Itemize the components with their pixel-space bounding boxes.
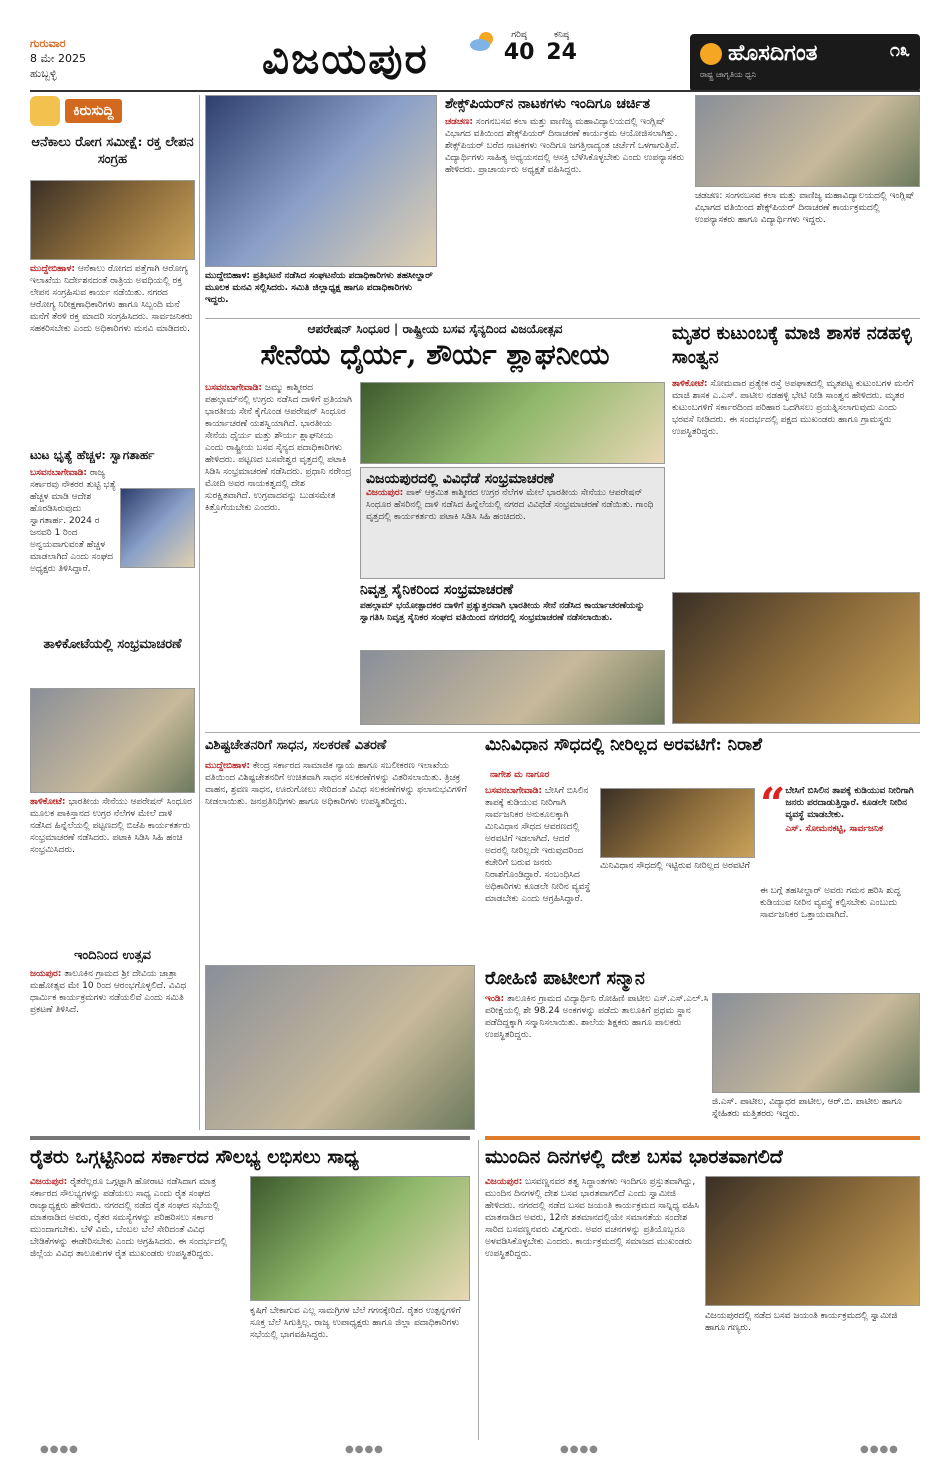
story2-byline: ಚಡಚಣ: xyxy=(445,117,474,127)
edition-title: ವಿಜಯಪುರ xyxy=(262,34,429,83)
masthead-day: ಗುರುವಾರ xyxy=(30,37,66,50)
kiru2-text: ರಾಜ್ಯ ಸರ್ಕಾರವು ನೌಕರರ ತುಟ್ಟಿ ಭತ್ಯೆ ಹೆಚ್ಚಳ ಮಾಡಿ ಆದೇಶ ಹೊರಡಿಸಿರುವುದು ಸ್ವಾಗತಾರ್ಹ. 2024 ರ ಜನವರಿ 1 ರಿಂದ ಅನ್ವಯವಾಗುವಂತೆ ಹೆಚ್ಚಳ ಮಾಡಲಾಗಿದೆ ಎಂದು ಸಂಘದ ಅಧ್ಯಕ್ಷರು ತಿಳಿಸಿದ್ದಾರೆ. xyxy=(30,468,116,574)
midright-tail: ಈ ಬಗ್ಗೆ ತಹಸೀಲ್ದಾರ್ ಅವರು ಗಮನ ಹರಿಸಿ ಶುದ್ಧ ಕುಡಿಯುವ ನೀರಿನ ವ್ಯವಸ್ಥೆ ಕಲ್ಪಿಸಬೇಕು ಎಂಬುದು ಸಾರ್ವಜನಿಕರ ಒತ್ತಾಯವಾಗಿದೆ. xyxy=(760,886,901,920)
midright-caption: ಮಿನಿವಿಧಾನ ಸೌಧದಲ್ಲಿ ಇಟ್ಟಿರುವ ನೀರಿಲ್ಲದ ಅರವಟಿಗೆ xyxy=(600,861,750,871)
bottom-rule-right xyxy=(485,1136,920,1140)
midright-quote: ಬೇಸಿಗೆ ಬಿಸಿಲಿನ ತಾಪಕ್ಕೆ ಕುಡಿಯುವ ನೀರಿಗಾಗಿ ಜನರು ಪರದಾಡುತ್ತಿದ್ದಾರೆ. ಕೂಡಲೇ ನೀರಿನ ವ್ಯವಸ್ಥೆ ಮಾಡಬೇಕು. xyxy=(785,786,914,820)
right-story-photo xyxy=(672,592,920,724)
bottomleft-byline: ವಿಜಯಪುರ: xyxy=(30,1177,68,1187)
story1-caption: ಮುದ್ದೇಬಿಹಾಳ: ಪ್ರತಿಭಟನೆ ನಡೆಸಿದ ಸಂಘಟನೆಯ ಪದಾಧಿಕಾರಿಗಳು ತಹಸೀಲ್ದಾರ್ ಮೂಲಕ ಮನವಿ ಸಲ್ಲಿಸಿದರು. ಸಮಿತಿ ಜಿಲ್ಲಾಧ್ಯಕ್ಷ ಹಾಗೂ ಪದಾಧಿಕಾರಿಗಳು ಇದ್ದರು. xyxy=(205,271,433,305)
kiru4-byline: ಜಯಪುರ: xyxy=(30,969,62,979)
midright-quote-by: ಎಸ್. ಸೋಮನಕಟ್ಟಿ, ಸಾರ್ವಜನಿಕ xyxy=(785,824,883,834)
kiru4-body xyxy=(30,968,195,1118)
bottomright-text: ಬಸವಣ್ಣನವರ ತತ್ವ ಸಿದ್ಧಾಂತಗಳು ಇಂದಿಗೂ ಪ್ರಸ್ತುತವಾಗಿದ್ದು, ಮುಂದಿನ ದಿನಗಳಲ್ಲಿ ದೇಶ ಬಸವ ಭಾರತವಾಗಲಿದೆ ಎಂದು ಸ್ವಾಮೀಜಿ ಹೇಳಿದರು. ನಗರದಲ್ಲಿ ನಡೆದ ಬಸವ ಜಯಂತಿ ಕಾರ್ಯಕ್ರಮದ ಸಾನ್ನಿಧ್ಯ ವಹಿಸಿ ಮಾತನಾಡಿದ ಅವರು, 12ನೇ ಶತಮಾನದಲ್ಲಿಯೇ ಸಮಾನತೆಯ ಸಂದೇಶ ಸಾರಿದ ಬಸವಣ್ಣನವರು ವಿಶ್ವಗುರು. ಅವರ ವಚನಗಳನ್ನು ಪ್ರತಿಯೊಬ್ಬರೂ ಅಳವಡಿಸಿಕೊಳ್ಳಬೇಕು ಎಂದರು. ಕಾರ್ಯಕ್ರಮದಲ್ಲಿ ಸಮಾಜದ ಮುಖಂಡರು ಉಪಸ್ಥಿತರಿದ್ದರು. xyxy=(485,1177,699,1259)
quote-mark-icon: “ xyxy=(760,779,786,830)
bottomleft-photo xyxy=(250,1176,470,1301)
midright-body xyxy=(485,785,595,960)
brand-name: ಹೊಸದಿಗಂತ xyxy=(728,40,818,66)
kiru3-body xyxy=(30,796,195,936)
story2-text: ಸಂಗನಬಸವ ಕಲಾ ಮತ್ತು ವಾಣಿಜ್ಯ ಮಹಾವಿದ್ಯಾಲಯದಲ್ಲಿ ಇಂಗ್ಲಿಷ್ ವಿಭಾಗದ ವತಿಯಿಂದ ಶೇಕ್ಸ್‌ಪಿಯರ್ ದಿನಾಚರಣೆ ಕಾರ್ಯಕ್ರಮ ಆಯೋಜಿಸಲಾಗಿತ್ತು. ಶೇಕ್ಸ್‌ಪಿಯರ್ ಬರೆದ ನಾಟಕಗಳು ಇಂದಿಗೂ ಜಗತ್ತಿನಾದ್ಯಂತ ಚರ್ಚೆಗೆ ಒಳಗಾಗುತ್ತಿವೆ. ವಿದ್ಯಾರ್ಥಿಗಳು ಸಾಹಿತ್ಯ ಅಧ್ಯಯನದಲ್ಲಿ ಆಸಕ್ತಿ ಬೆಳೆಸಿಕೊಳ್ಳಬೇಕು ಎಂದು ಉಪನ್ಯಾಸಕರು ಹೇಳಿದರು. ಪ್ರಾಚಾರ್ಯರು ಅಧ್ಯಕ್ಷತೆ ವಹಿಸಿದ್ದರು. xyxy=(445,117,684,175)
bottomleft-body xyxy=(30,1176,245,1438)
kiru2-byline: ಬಸವನಬಾಗೇವಾಡಿ: xyxy=(30,468,88,478)
right-story-title: ಮೃತರ ಕುಟುಂಬಕ್ಕೆ ಮಾಜಿ ಶಾಸಕ ನಡಹಳ್ಳಿ ಸಾಂತ್ವನ xyxy=(672,323,912,368)
midright-author: ನಾಗೇಶ ಮ ನಾಗೂರ xyxy=(490,770,550,780)
right-story-byline: ತಾಳಿಕೋಟೆ: xyxy=(672,379,708,389)
kiru1-body xyxy=(30,263,195,438)
kiru2-body xyxy=(30,467,118,632)
lead-sub-photo xyxy=(360,650,665,725)
brand-logo xyxy=(690,34,920,92)
weather-block xyxy=(468,30,588,80)
lead-title: ಸೇನೆಯ ಧೈರ್ಯ, ಶೌರ್ಯ ಶ್ಲಾಘನೀಯ xyxy=(260,338,610,371)
kiru3-title: ತಾಳಿಕೋಟೆಯಲ್ಲಿ ಸಂಭ್ರಮಾಚರಣೆ xyxy=(43,637,182,652)
lead-photo xyxy=(360,382,665,464)
kiru1-byline: ಮುದ್ದೇಬಿಹಾಳ: xyxy=(30,264,75,274)
midright-byline: ಬಸವನಬಾಗೇವಾಡಿ: xyxy=(485,786,543,796)
story2-body xyxy=(445,116,685,316)
bottomright-body xyxy=(485,1176,700,1438)
page-number: ೧೩ xyxy=(889,40,910,61)
midleft-text: ಕೇಂದ್ರ ಸರ್ಕಾರದ ಸಾಮಾಜಿಕ ನ್ಯಾಯ ಹಾಗೂ ಸಬಲೀಕರಣ ಇಲಾಖೆಯ ವತಿಯಿಂದ ವಿಶಿಷ್ಟಚೇತನರಿಗೆ ಉಚಿತವಾಗಿ ಸಾಧನ ಸಲಕರಣೆಗಳನ್ನು ವಿತರಿಸಲಾಯಿತು. ತ್ರಿಚಕ್ರ ವಾಹನ, ಶ್ರವಣ ಸಾಧನ, ಊರುಗೋಲು ಸೇರಿದಂತೆ ವಿವಿಧ ಸಲಕರಣೆಗಳನ್ನು ಫಲಾನುಭವಿಗಳಿಗೆ ನೀಡಲಾಯಿತು. ಜನಪ್ರತಿನಿಧಿಗಳು ಹಾಗೂ ಅಧಿಕಾರಿಗಳು ಉಪಸ್ಥಿತರಿದ್ದರು. xyxy=(205,761,467,807)
masthead-date: 8 ಮೇ 2025 xyxy=(30,52,87,65)
kiru4-text: ತಾಲೂಕಿನ ಗ್ರಾಮದ ಶ್ರೀ ದೇವಿಯ ಜಾತ್ರಾ ಮಹೋತ್ಸವ ಮೇ 10 ರಿಂದ ಆರಂಭಗೊಳ್ಳಲಿದೆ. ವಿವಿಧ ಧಾರ್ಮಿಕ ಕಾರ್ಯಕ್ರಮಗಳು ನಡೆಯಲಿವೆ ಎಂದು ಸಮಿತಿ ಪ್ರಕಟಣೆ ತಿಳಿಸಿದೆ. xyxy=(30,969,187,1015)
midleft-byline: ಮುದ್ದೇಬಿಹಾಳ: xyxy=(205,761,250,771)
weather-min-label: ಕನಿಷ್ಠ xyxy=(554,30,570,40)
midleft-body xyxy=(205,760,475,960)
lead-sub-title: ನಿವೃತ್ತ ಸೈನಿಕರಿಂದ ಸಂಭ್ರಮಾಚರಣೆ xyxy=(360,582,514,598)
midright-quote-box xyxy=(760,779,920,880)
kiru1-text: ಆನೆಕಾಲು ರೋಗದ ಪತ್ತೆಗಾಗಿ ಆರೋಗ್ಯ ಇಲಾಖೆಯ ನಿರ್ದೇಶನದಂತೆ ರಾತ್ರಿಯ ಅವಧಿಯಲ್ಲಿ ರಕ್ತ ಲೇಪನ ಸಂಗ್ರಹಿಸುವ ಕಾರ್ಯ ನಡೆಯಿತು. ನಗರದ ಆರೋಗ್ಯ ನಿರೀಕ್ಷಣಾಧಿಕಾರಿಗಳು ಹಾಗೂ ಸಿಬ್ಬಂದಿ ಮನೆ ಮನೆಗೆ ತೆರಳಿ ರಕ್ತ ಮಾದರಿ ಸಂಗ್ರಹಿಸಿದರು. ಸಾರ್ವಜನಿಕರು ಸಹಕರಿಸಬೇಕು ಎಂದು ಅಧಿಕಾರಿಗಳು ಮನವಿ ಮಾಡಿದರು. xyxy=(30,264,193,334)
bottomright-title: ಮುಂದಿನ ದಿನಗಳಲ್ಲಿ ದೇಶ ಬಸವ ಭಾರತವಾಗಲಿದೆ xyxy=(485,1146,783,1168)
weather-min: 24 xyxy=(546,40,577,65)
story2-title: ಶೇಕ್ಸ್‌ಪಿಯರ್‌ನ ನಾಟಕಗಳು ಇಂದಿಗೂ ಚರ್ಚಿತ xyxy=(445,96,651,112)
bottomright-caption: ವಿಜಯಪುರದಲ್ಲಿ ನಡೆದ ಬಸವ ಜಯಂತಿ ಕಾರ್ಯಕ್ರಮದಲ್ಲಿ ಸ್ವಾಮೀಜಿ ಹಾಗೂ ಗಣ್ಯರು. xyxy=(705,1311,898,1333)
col-sep-1 xyxy=(199,95,200,1130)
registration-marks-mid2: ●●●● xyxy=(560,1444,599,1455)
row-sep-2 xyxy=(205,732,920,733)
bottomleft-body2: ಕೃಷಿಗೆ ಬೇಕಾಗುವ ಎಲ್ಲ ಸಾಮಗ್ರಿಗಳ ಬೆಲೆ ಗಗನಕ್ಕೇರಿದೆ. ರೈತರ ಉತ್ಪನ್ನಗಳಿಗೆ ಸೂಕ್ತ ಬೆಲೆ ಸಿಗುತ್ತಿಲ್ಲ. ರಾಜ್ಯ ಉಪಾಧ್ಯಕ್ಷರು ಹಾಗೂ ಜಿಲ್ಲಾ ಪದಾಧಿಕಾರಿಗಳು ಸಭೆಯಲ್ಲಿ ಭಾಗವಹಿಸಿದ್ದರು. xyxy=(250,1306,461,1340)
masthead-date-block xyxy=(30,36,86,81)
kiru3-text: ಭಾರತೀಯ ಸೇನೆಯು ಆಪರೇಷನ್ ಸಿಂಧೂರ ಮೂಲಕ ಪಾಕಿಸ್ತಾನದ ಉಗ್ರರ ನೆಲೆಗಳ ಮೇಲೆ ದಾಳಿ ನಡೆಸಿದ ಹಿನ್ನೆಲೆಯಲ್ಲಿ ಪಟ್ಟಣದಲ್ಲಿ ಬಿಜೆಪಿ ಕಾರ್ಯಕರ್ತರು ಸಂಭ್ರಮಾಚರಣೆ ನಡೆಸಿದರು. ಪಟಾಕಿ ಸಿಡಿಸಿ ಸಿಹಿ ಹಂಚಿ ಸಂಭ್ರಮಿಸಿದರು. xyxy=(30,797,192,855)
midleft-photo xyxy=(205,965,475,1130)
weather-sun-cloud-icon xyxy=(468,30,498,52)
lead-box-text: ಪಾಕ್ ಆಕ್ರಮಿತ ಕಾಶ್ಮೀರದ ಉಗ್ರರ ನೆಲೆಗಳ ಮೇಲೆ ಭಾರತೀಯ ಸೇನೆಯು ಆಪರೇಷನ್ ಸಿಂಧೂರ ಹೆಸರಿನಲ್ಲಿ ದಾಳಿ ನಡೆಸಿದ ಹಿನ್ನೆಲೆಯಲ್ಲಿ ನಗರದ ವಿವಿಧೆಡೆ ಸಂಭ್ರಮಾಚರಣೆ ನಡೆಯಿತು. ಗಾಂಧಿ ವೃತ್ತದಲ್ಲಿ ಕಾರ್ಯಕರ್ತರು ಪಟಾಕಿ ಸಿಡಿಸಿ ಸಿಹಿ ಹಂಚಿದರು. xyxy=(366,488,654,522)
kiru2-title: ಟುಟ ಭೃತ್ಯೆ ಹೆಚ್ಚಳ: ಸ್ವಾಗತಾರ್ಹ xyxy=(30,448,155,462)
lead-kicker: ಆಪರೇಷನ್ ಸಿಂಧೂರ | ರಾಷ್ಟ್ರೀಯ ಬಸವ ಸೈನ್ಯದಿಂದ ವಿಜಯೋತ್ಸವ xyxy=(307,322,563,336)
midleft-title: ವಿಶಿಷ್ಟಚೇತನರಿಗೆ ಸಾಧನ, ಸಲಕರಣೆ ವಿತರಣೆ xyxy=(205,738,387,753)
lead-sidebox xyxy=(360,467,665,579)
lead-body xyxy=(205,382,353,722)
masthead-city: ಹುಬ್ಬಳ್ಳಿ xyxy=(30,67,57,80)
story1-photo xyxy=(205,95,437,267)
rohini-title: ರೋಹಿಣಿ ಪಾಟೀಲಗೆ ಸನ್ಮಾನ xyxy=(485,968,645,989)
col-sep-2 xyxy=(478,1140,479,1440)
lead-byline: ಬಸವನಬಾಗೇವಾಡಿ: xyxy=(205,383,263,393)
midright-text: ಬೇಸಿಗೆ ಬಿಸಿಲಿನ ತಾಪಕ್ಕೆ ಕುಡಿಯುವ ನೀರಿಗಾಗಿ ಸಾರ್ವಜನಿಕರ ಅನುಕೂಲಕ್ಕಾಗಿ ಮಿನಿವಿಧಾನ ಸೌಧದ ಆವರಣದಲ್ಲಿ ಅರವಟಿಗೆ ಇಡಲಾಗಿದೆ. ಆದರೆ ಅದರಲ್ಲಿ ನೀರಿಲ್ಲದೇ ಇರುವುದರಿಂದ ಕಚೇರಿಗೆ ಬರುವ ಜನರು ನಿರಾಶೆಗೊಂಡಿದ್ದಾರೆ. ಸಂಬಂಧಿಸಿದ ಅಧಿಕಾರಿಗಳು ಕೂಡಲೇ ನೀರಿನ ವ್ಯವಸ್ಥೆ ಮಾಡಬೇಕು ಎಂದು ಆಗ್ರಹಿಸಿದ್ದಾರೆ. xyxy=(485,786,591,904)
row-sep-1 xyxy=(205,318,920,319)
header-rule xyxy=(30,90,920,92)
lead-text: ಜಮ್ಮು ಕಾಶ್ಮೀರದ ಪಹಲ್ಗಾಮ್‌ನಲ್ಲಿ ಉಗ್ರರು ನಡೆಸಿದ ದಾಳಿಗೆ ಪ್ರತಿಯಾಗಿ ಭಾರತೀಯ ಸೇನೆ ಕೈಗೊಂಡ ಆಪರೇಷನ್ ಸಿಂಧೂರ ಕಾರ್ಯಾಚರಣೆ ಯಶಸ್ವಿಯಾಗಿದೆ. ಭಾರತೀಯ ಸೇನೆಯ ಧೈರ್ಯ ಮತ್ತು ಶೌರ್ಯ ಶ್ಲಾಘನೀಯ ಎಂದು ರಾಷ್ಟ್ರೀಯ ಬಸವ ಸೈನ್ಯದ ಪದಾಧಿಕಾರಿಗಳು ಹೇಳಿದರು. ಪಟ್ಟಣದ ಬಸವೇಶ್ವರ ವೃತ್ತದಲ್ಲಿ ಪಟಾಕಿ ಸಿಡಿಸಿ ಸಂಭ್ರಮಾಚರಣೆ ನಡೆಸಿದರು. ಪ್ರಧಾನಿ ನರೇಂದ್ರ ಮೋದಿ ಅವರ ನಾಯಕತ್ವದಲ್ಲಿ ದೇಶ ಸುರಕ್ಷಿತವಾಗಿದೆ. ಉಗ್ರವಾದವನ್ನು ಬುಡಸಮೇತ ಕಿತ್ತೊಗೆಯಬೇಕು ಎಂದರು. xyxy=(205,383,352,513)
bottomright-byline: ವಿಜಯಪುರ: xyxy=(485,1177,523,1187)
story2-photo xyxy=(695,95,920,187)
kiru1-photo xyxy=(30,180,195,260)
bottomleft-title: ರೈತರು ಒಗ್ಗಟ್ಟಿನಿಂದ ಸರ್ಕಾರದ ಸೌಲಭ್ಯ ಲಭಿಸಲು ಸಾಧ್ಯ xyxy=(30,1146,359,1168)
rohini-caption: ಜಿ.ಎಸ್. ಪಾಟೀಲ, ವಿದ್ಯಾಧರ ಪಾಟೀಲ, ಆರ್.ಬಿ. ಪಾಟೀಲ ಹಾಗೂ ಸ್ನೇಹಿತರು ಮತ್ತಿತರರು ಇದ್ದರು. xyxy=(712,1097,902,1119)
registration-marks-left: ●●●● xyxy=(40,1444,79,1455)
rohini-body xyxy=(485,993,710,1123)
hand-pointer-icon xyxy=(30,96,60,126)
midright-photo xyxy=(600,788,755,858)
kiru4-title: ಇಂದಿನಿಂದ ಉತ್ಸವ xyxy=(73,948,152,963)
bottomleft-text: ರೈತರೆಲ್ಲರೂ ಒಗ್ಗಟ್ಟಾಗಿ ಹೋರಾಟ ನಡೆಸಿದಾಗ ಮಾತ್ರ ಸರ್ಕಾರದ ಸೌಲಭ್ಯಗಳನ್ನು ಪಡೆಯಲು ಸಾಧ್ಯ ಎಂದು ರೈತ ಸಂಘದ ರಾಜ್ಯಾಧ್ಯಕ್ಷರು ಹೇಳಿದರು. ನಗರದಲ್ಲಿ ನಡೆದ ರೈತ ಸಂಘದ ಸಭೆಯಲ್ಲಿ ಮಾತನಾಡಿದ ಅವರು, ರೈತರ ಸಮಸ್ಯೆಗಳನ್ನು ಪರಿಹರಿಸಲು ಸರ್ಕಾರ ಮುಂದಾಗಬೇಕು. ಬೆಳೆ ವಿಮೆ, ಬೆಂಬಲ ಬೆಲೆ ಸೇರಿದಂತೆ ವಿವಿಧ ಬೇಡಿಕೆಗಳನ್ನು ಈಡೇರಿಸಬೇಕು ಎಂದು ಆಗ್ರಹಿಸಿದರು. ಈ ಸಂದರ್ಭದಲ್ಲಿ ಜಿಲ್ಲೆಯ ವಿವಿಧ ತಾಲೂಕುಗಳ ರೈತ ಮುಖಂಡರು ಉಪಸ್ಥಿತರಿದ್ದರು. xyxy=(30,1177,228,1259)
registration-marks-mid1: ●●●● xyxy=(345,1444,384,1455)
registration-marks-right: ●●●● xyxy=(860,1444,899,1455)
kirusuddi-label: ಕಿರುಸುದ್ದಿ xyxy=(65,99,122,123)
right-story-body xyxy=(672,378,920,588)
kiru3-photo xyxy=(30,688,195,793)
rohini-text: ತಾಲೂಕಿನ ಗ್ರಾಮದ ವಿದ್ಯಾರ್ಥಿನಿ ರೋಹಿಣಿ ಪಾಟೀಲ ಎಸ್.ಎಸ್.ಎಲ್.ಸಿ ಪರೀಕ್ಷೆಯಲ್ಲಿ ಶೇ 98.24 ಅಂಕಗಳನ್ನು ಪಡೆದು ತಾಲೂಕಿಗೆ ಪ್ರಥಮ ಸ್ಥಾನ ಪಡೆದಿದ್ದಕ್ಕಾಗಿ ಸನ್ಮಾನಿಸಲಾಯಿತು. ಶಾಲೆಯ ಶಿಕ್ಷಕರು ಹಾಗೂ ಪಾಲಕರು ಉಪಸ್ಥಿತರಿದ್ದರು. xyxy=(485,994,709,1040)
brand-tagline: ರಾಷ್ಟ್ರ ಜಾಗೃತಿಯ ಧ್ವನಿ xyxy=(700,70,757,79)
bottomright-photo xyxy=(705,1176,920,1306)
lead-box-byline: ವಿಜಯಪುರ: xyxy=(366,488,404,498)
weather-max: 40 xyxy=(503,40,535,65)
kirusuddi-header xyxy=(30,96,190,130)
weather-max-label: ಗರಿಷ್ಠ xyxy=(511,30,528,40)
kiru1-title: ಆನೆಕಾಲು ರೋಗ ಸಮೀಕ್ಷೆ: ರಕ್ತ ಲೇಪನ ಸಂಗ್ರಹ xyxy=(31,135,194,167)
bottom-rule-left xyxy=(30,1136,470,1140)
kiru3-byline: ತಾಳಿಕೋಟೆ: xyxy=(30,797,66,807)
kiru2-photo xyxy=(120,488,195,568)
story2-caption: ಚಡಚಣ: ಸಂಗನಬಸವ ಕಲಾ ಮತ್ತು ವಾಣಿಜ್ಯ ಮಹಾವಿದ್ಯಾಲಯದಲ್ಲಿ ಇಂಗ್ಲಿಷ್ ವಿಭಾಗದ ವತಿಯಿಂದ ಶೇಕ್ಸ್‌ಪಿಯರ್ ದಿನಾಚರಣೆ ಕಾರ್ಯಕ್ರಮದಲ್ಲಿ ಉಪನ್ಯಾಸಕರು ಹಾಗೂ ವಿದ್ಯಾರ್ಥಿಗಳು ಇದ್ದರು. xyxy=(695,191,915,225)
lead-sub-body: ಪಹಲ್ಗಾಮ್ ಭಯೋತ್ಪಾದಕರ ದಾಳಿಗೆ ಪ್ರತ್ಯುತ್ತರವಾಗಿ ಭಾರತೀಯ ಸೇನೆ ನಡೆಸಿದ ಕಾರ್ಯಾಚರಣೆಯನ್ನು ಸ್ವಾಗತಿಸಿ ನಿವೃತ್ತ ಸೈನಿಕರ ಸಂಘದ ವತಿಯಿಂದ ನಗರದಲ್ಲಿ ಸಂಭ್ರಮಾಚರಣೆ ನಡೆಸಲಾಯಿತು. xyxy=(360,601,645,623)
right-story-text: ಸೋಮವಾರ ಪ್ರತ್ಯೇಕ ರಸ್ತೆ ಅಪಘಾತದಲ್ಲಿ ಮೃತಪಟ್ಟ ಕುಟುಂಬಗಳ ಮನೆಗೆ ಮಾಜಿ ಶಾಸಕ ಎ.ಎಸ್. ಪಾಟೀಲ ನಡಹಳ್ಳಿ ಭೇಟಿ ನೀಡಿ ಸಾಂತ್ವನ ಹೇಳಿದರು. ಮೃತರ ಕುಟುಂಬಗಳಿಗೆ ಸರ್ಕಾರದಿಂದ ಪರಿಹಾರ ಒದಗಿಸಲು ಪ್ರಯತ್ನಿಸಲಾಗುವುದು ಎಂದು ಭರವಸೆ ನೀಡಿದರು. ಈ ಸಂದರ್ಭದಲ್ಲಿ ಪಕ್ಷದ ಮುಖಂಡರು ಹಾಗೂ ಗ್ರಾಮಸ್ಥರು ಉಪಸ್ಥಿತರಿದ್ದರು. xyxy=(672,379,914,437)
rohini-byline: ಇಂಡಿ: xyxy=(485,994,505,1004)
midright-title: ಮಿನಿವಿಧಾನ ಸೌಧದಲ್ಲಿ ನೀರಿಲ್ಲದ ಅರವಟಿಗೆ: ನಿರಾಶೆ xyxy=(485,735,763,755)
brand-emblem-icon xyxy=(700,43,722,65)
lead-box-title: ವಿಜಯಪುರದಲ್ಲಿ ವಿವಿಧೆಡೆ ಸಂಭ್ರಮಾಚರಣೆ xyxy=(366,471,554,487)
rohini-photo xyxy=(712,993,920,1093)
